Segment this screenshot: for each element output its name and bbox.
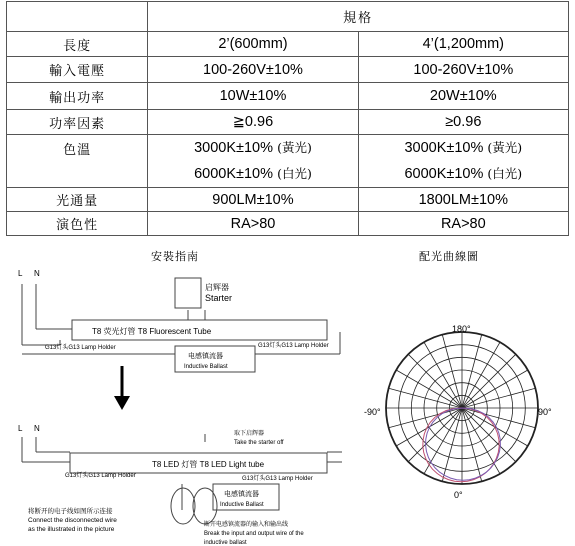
spec-value: 20W±10% <box>358 83 568 110</box>
wire-label-n: N <box>34 424 40 433</box>
break-note-en: inductive ballast <box>204 540 247 546</box>
spec-label: 輸入電壓 <box>7 57 148 83</box>
connect-note-en: as the illustrated in the picture <box>28 526 115 533</box>
spec-header: 規格 <box>148 2 569 32</box>
lamp-holder-label: G13灯头G13 Lamp Holder <box>65 473 136 479</box>
spec-value: ≧0.96 <box>148 110 358 135</box>
spec-value: 1800LM±10% <box>358 188 568 212</box>
fluorescent-tube-label: T8 荧光灯管 T8 Fluorescent Tube <box>92 327 212 336</box>
spec-label: 色溫 <box>7 135 148 188</box>
spec-value: 4’(1,200mm) <box>358 32 568 57</box>
spec-value-cct <box>148 135 358 188</box>
led-tube-label: T8 LED 灯管 T8 LED Light tube <box>152 460 265 469</box>
cct-value: 3000K±10% <box>194 140 274 156</box>
ballast-label-en: Inductive Ballast <box>220 502 264 508</box>
polar-title: 配光曲線圖 <box>419 250 479 263</box>
lamp-holder-label: G13灯头G13 Lamp Holder <box>258 343 329 349</box>
connect-note-cn: 将断开的电子线如图所示连接 <box>28 508 113 515</box>
spec-value: 900LM±10% <box>148 188 358 212</box>
cct-note: (白光) <box>487 166 523 181</box>
spec-label: 光通量 <box>7 188 148 212</box>
installation-diagram <box>0 262 360 546</box>
spec-label: 演色性 <box>7 212 148 236</box>
polar-label-top: 180° <box>452 324 471 334</box>
spec-value: ≥0.96 <box>358 110 568 135</box>
cct-note: (白光) <box>277 166 312 181</box>
wire-label-l: L <box>18 424 23 433</box>
polar-label-right: 90° <box>538 407 552 417</box>
wire-label-l: L <box>18 269 23 278</box>
break-note-cn: 断开电感镇流器的输入和输出线 <box>204 522 289 528</box>
spec-label: 輸出功率 <box>7 83 148 110</box>
polar-label-left: -90° <box>364 407 381 417</box>
polar-diagram <box>360 262 570 546</box>
spec-value: 10W±10% <box>148 83 358 110</box>
spec-header-blank <box>7 2 148 32</box>
cct-value: 6000K±10% <box>404 166 484 182</box>
polar-label-bottom: 0° <box>454 490 463 500</box>
spec-table <box>6 1 569 236</box>
spec-value: RA>80 <box>148 212 358 236</box>
cct-value: 3000K±10% <box>404 140 484 156</box>
ballast-label-cn: 电感镇流器 <box>188 353 223 360</box>
lamp-holder-label: G13灯头G13 Lamp Holder <box>242 476 313 482</box>
remove-starter-en: Take the starter off <box>234 440 284 446</box>
lamp-holder-label: G13灯头G13 Lamp Holder <box>45 345 116 351</box>
cct-value: 6000K±10% <box>194 166 274 182</box>
cct-note: (黃光) <box>277 140 312 155</box>
ballast-label-en: Inductive Ballast <box>184 364 228 370</box>
connect-note-en: Connect the disconnected wire <box>28 517 117 524</box>
spec-value: RA>80 <box>358 212 568 236</box>
remove-starter-cn: 取下启辉器 <box>234 431 265 437</box>
installation-title: 安裝指南 <box>151 250 199 263</box>
spec-value: 100-260V±10% <box>148 57 358 83</box>
spec-value: 100-260V±10% <box>358 57 568 83</box>
cct-note: (黃光) <box>487 140 523 155</box>
starter-label-cn: 启辉器 <box>205 283 229 292</box>
wire-label-n: N <box>34 269 40 278</box>
break-note-en: Break the input and output wire of the <box>204 531 304 537</box>
starter-label-en: Starter <box>205 293 233 303</box>
spec-value-cct <box>358 135 568 188</box>
spec-value: 2’(600mm) <box>148 32 358 57</box>
spec-label: 長度 <box>7 32 148 57</box>
ballast-label-cn: 电感镇流器 <box>224 491 259 498</box>
spec-label: 功率因素 <box>7 110 148 135</box>
